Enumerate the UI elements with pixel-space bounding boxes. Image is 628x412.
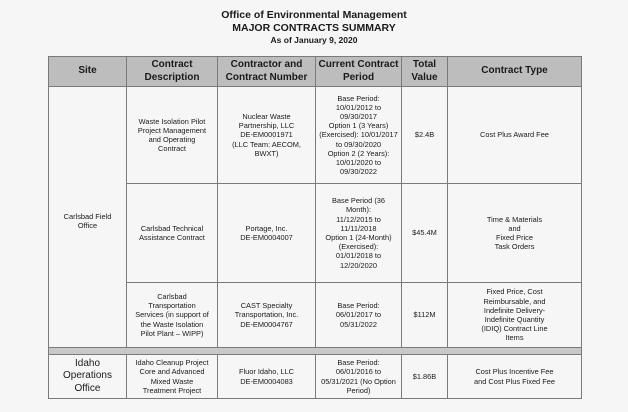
site-carlsbad: Carlsbad Field Office bbox=[49, 87, 127, 348]
col-header-site: Site bbox=[49, 57, 127, 87]
total-value: $1.86B bbox=[402, 355, 448, 399]
divider-bar bbox=[49, 348, 582, 355]
contract-type: Cost Plus Award Fee bbox=[448, 87, 582, 184]
col-header-total: Total Value bbox=[402, 57, 448, 87]
contractor-number: Fluor Idaho, LLC DE-EM0004083 bbox=[218, 355, 316, 399]
as-of-date: As of January 9, 2020 bbox=[270, 35, 358, 45]
contract-description: Carlsbad Technical Assistance Contract bbox=[127, 184, 218, 283]
site-idaho: Idaho Operations Office bbox=[49, 355, 127, 399]
total-value: $45.4M bbox=[402, 184, 448, 283]
table-row bbox=[49, 283, 582, 348]
contract-period: Base Period: 10/01/2012 to 09/30/2017 Option 1 (3 Years) (Exercised): 10/01/2017 to 09/30/2020 Option 2 (2 Years): 10/01/2020 to 09/30/2022 bbox=[316, 87, 402, 184]
table-row bbox=[49, 184, 582, 283]
col-header-type: Contract Type bbox=[448, 57, 582, 87]
contract-period: Base Period (36 Month): 11/12/2015 to 11/11/2018 Option 1 (24-Month) (Exercised): 01/01/2018 to 12/20/2020 bbox=[316, 184, 402, 283]
col-header-period: Current Contract Period bbox=[316, 57, 402, 87]
section-divider bbox=[49, 348, 582, 355]
contract-description: Carlsbad Transportation Services (in support of the Waste Isolation Pilot Plant – WIPP) bbox=[127, 283, 218, 348]
document-header bbox=[0, 8, 628, 46]
contractor-number: Portage, Inc. DE-EM0004007 bbox=[218, 184, 316, 283]
header-row bbox=[49, 57, 582, 87]
table-row bbox=[49, 355, 582, 399]
office-title: Office of Environmental Management bbox=[221, 9, 407, 21]
contract-period: Base Period: 06/01/2017 to 05/31/2022 bbox=[316, 283, 402, 348]
contract-type: Cost Plus Incentive Fee and Cost Plus Fixed Fee bbox=[448, 355, 582, 399]
contract-description: Idaho Cleanup Project Core and Advanced Mixed Waste Treatment Project bbox=[127, 355, 218, 399]
table-row bbox=[49, 87, 582, 184]
contracts-table bbox=[48, 56, 582, 399]
total-value: $2.4B bbox=[402, 87, 448, 184]
contract-type: Fixed Price, Cost Reimbursable, and Indefinite Delivery- Indefinite Quantity (IDIQ) Contract Line Items bbox=[448, 283, 582, 348]
col-header-description: Contract Description bbox=[127, 57, 218, 87]
contractor-number: Nuclear Waste Partnership, LLC DE-EM0001971 (LLC Team: AECOM, BWXT) bbox=[218, 87, 316, 184]
contract-period: Base Period: 06/01/2016 to 05/31/2021 (No Option Period) bbox=[316, 355, 402, 399]
col-header-contractor: Contractor and Contract Number bbox=[218, 57, 316, 87]
contractor-number: CAST Specialty Transportation, Inc. DE-EM0004767 bbox=[218, 283, 316, 348]
summary-title: MAJOR CONTRACTS SUMMARY bbox=[232, 22, 396, 34]
contract-type: Time & Materials and Fixed Price Task Orders bbox=[448, 184, 582, 283]
contract-description: Waste Isolation Pilot Project Management and Operating Contract bbox=[127, 87, 218, 184]
total-value: $112M bbox=[402, 283, 448, 348]
